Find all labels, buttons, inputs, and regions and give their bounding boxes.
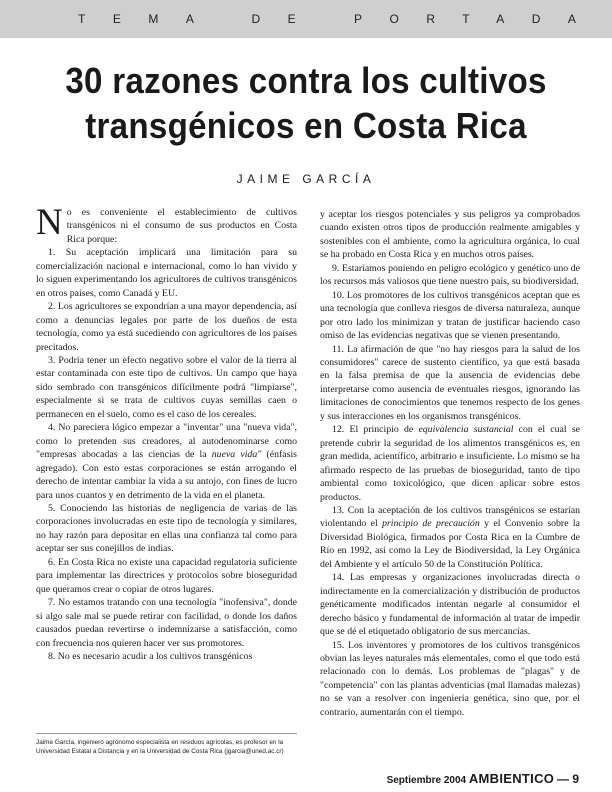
intro-text: o es conveniente el establecimiento de cultivos transgénicos ni el consumo de sus productos en Costa Rica porque:: [66, 207, 297, 245]
paragraph-7: 7. No estamos tratando con una tecnología "inofensiva", donde si algo sale mal se puede retirar con facilidad, o donde los daños causados puedan revertirse o indemnizarse a satisfacción, como con frecuencia nos quieren hacer ver sus promotores.: [36, 597, 297, 649]
p4-emphasis: nueva vida": [211, 449, 262, 461]
paragraph-14: 14. Las empresas y organizaciones involucradas directa o indirectamente en la comercialización y distribución de productos genéticamente modificados intentan negarle al consumidor el derecho básico y fundamental de información al tratar de impedir que se dé el etiquetado obligatorio de sus mercancías.: [320, 572, 580, 638]
p13-text-b: y el Convenio sobre la Diversidad Biológica, firmados por Costa Rica en la Cumbre de Río en 1992, así como la Ley de Biodiversidad, la Ley Orgánica del Ambiente y el artículo 50 de la Constitución Política.: [320, 518, 580, 570]
paragraph-13: [320, 504, 580, 571]
p12-text-b: con el cual se pretende cubrir la seguridad de los alimentos transgénicos es, en gran medida, acientífico, arbitrario e insuficiente. Lo mismo se ha afirmado respecto de las pruebas de bioseguridad, tanto de tipo ambiental como toxicológico, que dicen aplicar sobre estos productos.: [320, 424, 580, 503]
paragraph-11: 11. La afirmación de que "no hay riesgos para la salud de los consumidores" carece de sustento científico, ya que está basada en la falsa premisa de que la ausencia de evidencias debe interpretarse como ausencia de eventuales riesgos, ignorando las limitaciones de conocimientos que tenemos respecto de los genes y sus interacciones en los organismos transgénicos.: [320, 343, 580, 422]
paragraph-4: [36, 421, 297, 502]
p4-text-a: 4. No pareciera lógico empezar a "inventar" una "nueva vida", como lo pretenden sus creadores, al autodenominarse como "empresas abocadas a las ciencias de la: [36, 422, 297, 461]
author-bio: Jaime García, ingeniero agrónomo especialista en residuos agrícolas, es profesor en la Universidad Estatal a Distancia y en la Universidad de Costa Rica (jgarcia@uned.ac.cr): [36, 739, 284, 755]
issue-date: Septiembre 2004: [386, 775, 467, 786]
page-number: — 9: [556, 772, 579, 786]
paragraph-8: 8. No es necesario acudir a los cultivos transgénicos: [48, 650, 253, 662]
p13-emphasis: principio de precaución: [382, 518, 480, 530]
paragraph-12: [320, 423, 580, 504]
paragraph-5: 5. Conociendo las historias de negligencia de varias de las corporaciones involucradas en este tipo de tecnología y similares, no hay razón para depositar en ellas una confianza tal como para aceptar ser sus conejillos de indias.: [36, 502, 297, 555]
page-footer: [387, 771, 579, 786]
magazine-name: AMBIENTICO: [468, 771, 555, 786]
article-title: [52, 58, 560, 148]
title-line-2: transgénicos en Costa Rica: [85, 105, 527, 146]
section-label: TEMA DE PORTADA: [78, 12, 604, 26]
paragraph-10: 10. Los promotores de los cultivos transgénicos aceptan que es una tecnología que conlleva riesgos de diversa naturaleza, aunque por otro lado los minimizan y tratan de justificar haciendo caso omiso de las evidencias negativas que se vienen presentando.: [320, 289, 580, 342]
paragraph-6: 6. En Costa Rica no existe una capacidad regulatoria suficiente para implementar las directrices y protocolos sobre bioseguridad que queramos crear o copiar de otros lugares.: [36, 556, 297, 595]
bio-divider: [36, 733, 297, 734]
drop-cap: N: [36, 202, 63, 243]
paragraph-3: 3. Podría tener un efecto negativo sobre el valor de la tierra al estar contaminada con este tipo de cultivos. Un campo que haya sido sembrado con transgénicos difícilmente podrá "limpiarse", especialmente si se trata de cultivos cuyas semillas caen o permanecen en el suelo, como es el caso de los cereales.: [36, 354, 297, 420]
column-right: [320, 208, 580, 719]
paragraph-1: 1. Su aceptación implicará una limitación para su comercialización nacional e internacional, como lo han vivido y lo siguen experimentando los agricultores de cultivos transgénicos en otros países, como Canadá y EU.: [36, 247, 297, 299]
p13-text-a: 13. Con la aceptación de los cultivos transgénicos se estarían violentando el: [320, 504, 580, 530]
column-left: [36, 202, 297, 663]
title-line-1: 30 razones contra los cultivos: [65, 60, 547, 101]
paragraph-intro: [36, 202, 297, 246]
p12-text-a: 12. El principio de: [332, 424, 419, 436]
p4-text-b: (énfasis agregado). Con esto estas corporaciones se están arrogando el derecho de intentar cambiar la vida a su antojo, con fines de lucro para unos cuantos y en detrimento de la vida en el planeta.: [36, 449, 297, 501]
paragraph-2: 2. Los agricultores se expondrían a una mayor dependencia, así como a denuncias legales por parte de los dueños de esta tecnología, como ya está sucediendo con agricultores de los países precitados.: [36, 301, 297, 353]
paragraph-9: 9. Estaríamos poniendo en peligro ecológico y genético uno de los recursos más valiosos que tiene nuestro país, su biodiversidad.: [320, 262, 580, 288]
paragraph-15: 15. Los inventores y promotores de los cultivos transgénicos obvian las leyes naturales más elementales, como el que todo está relacionado con lo demás. Los problemas de "plagas" y de "competencia" con las plantas adventicias (mal llamadas malezas) no se van a resolver con ingeniería genética, sino que, por el contrario, aumentarán con el tiempo.: [320, 639, 580, 718]
author-name: JAIME GARCÍA: [236, 172, 376, 186]
paragraph-8-cont: y aceptar los riesgos potenciales y sus peligros ya comprobados cuando existen otros tipos de producción realmente amigables y sostenibles con el ambiente, como la agricultura orgánica, lo cual se ha probado en Costa Rica y en muchos otros países.: [320, 209, 580, 261]
p12-emphasis: equivalencia sustancial: [418, 424, 514, 436]
